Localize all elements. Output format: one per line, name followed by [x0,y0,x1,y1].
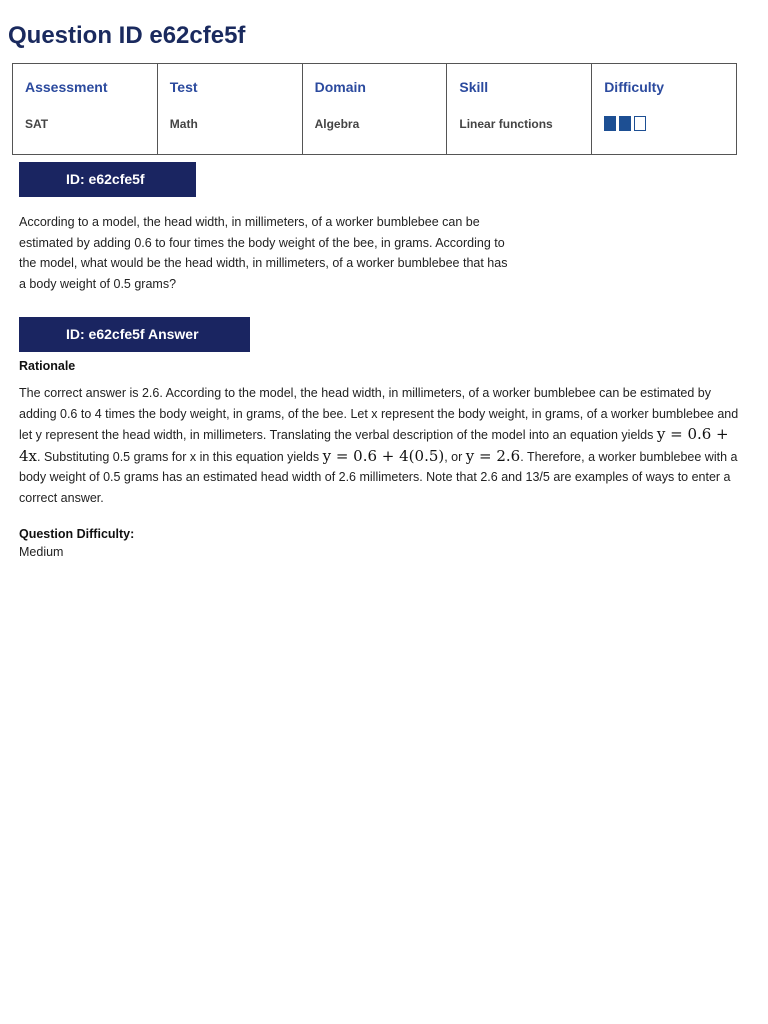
question-id-bar: ID: e62cfe5f [19,162,196,197]
meta-value-skill: Linear functions [459,117,553,131]
meta-header-difficulty: Difficulty [604,79,665,95]
rationale-label: Rationale [19,359,76,373]
difficulty-box-empty [634,116,646,131]
meta-cell-test [157,64,302,155]
difficulty-box-filled [604,116,616,131]
rationale-text-part: , or [444,449,466,464]
meta-cell-assessment [13,64,158,155]
page-title: Question ID e62cfe5f [8,22,246,49]
meta-value-test: Math [169,117,198,131]
equation-substitution: y = 0.6 + 4(0.5) [322,446,445,465]
question-meta-table [12,63,737,155]
question-difficulty-label: Question Difficulty: [19,527,135,541]
meta-header-domain: Domain [314,79,366,95]
equation-result: y = 2.6 [465,446,521,465]
rationale-text [19,383,749,508]
rationale-text-part: The correct answer is 2.6. According to the model, the head width, in millimeters, of a worker bumblebee can be estimated by adding 0.6 to 4 times the body weight, in grams, of the bee. Let x represent the body weight, in grams, of a worker bumblebee and let y represent the head width, in millimeters. Translating the verbal description of the model into an equation yields [19,386,739,442]
meta-header-skill: Skill [459,79,489,95]
meta-value-assessment: SAT [25,117,49,131]
meta-cell-difficulty [592,64,737,155]
meta-cell-domain [302,64,447,155]
meta-value-domain: Algebra [314,117,360,131]
meta-header-test: Test [169,79,198,95]
answer-id-bar: ID: e62cfe5f Answer [19,317,250,352]
difficulty-indicator [604,116,724,131]
meta-cell-skill [447,64,592,155]
rationale-text-part: . Therefore, a worker bumblebee with a body weight of 0.5 grams has an estimated head width of 2.6 millimeters. Note that 2.6 and 13/5 are examples of ways to enter a correct answer. [19,449,738,505]
question-text: According to a model, the head width, in millimeters, of a worker bumblebee can be estimated by adding 0.6 to four times the body weight of the bee, in grams. According to the model, what would be the head width, in millimeters, of a worker bumblebee that has a body weight of 0.5 grams? [19,215,508,291]
meta-header-assessment: Assessment [25,79,108,95]
difficulty-box-filled [619,116,631,131]
rationale-text-part: . Substituting 0.5 grams for x in this equation yields [37,449,323,464]
question-difficulty-value: Medium [19,545,64,559]
equation-model: y = 0.6 + 4x [19,425,729,465]
